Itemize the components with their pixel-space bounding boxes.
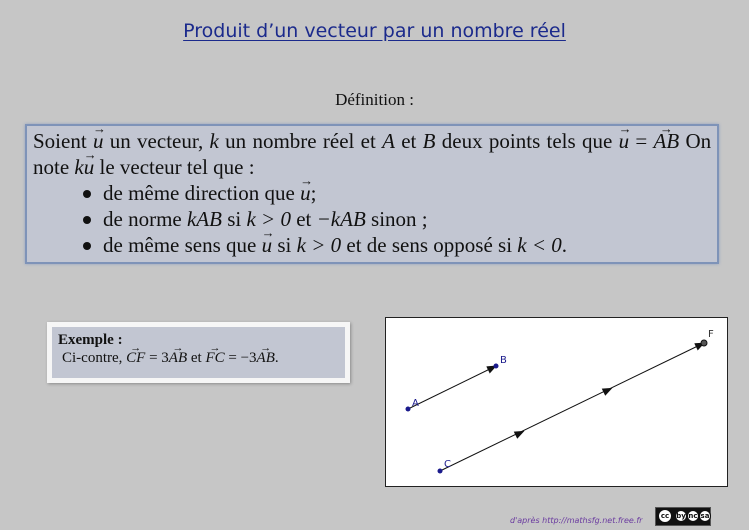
definition-item-direction: de même direction que → u; bbox=[103, 180, 711, 206]
definition-intro: Soient → u un vecteur, k un nombre réel et A et B deux points tels que → u = → AB On note k→ u le vecteur tel que : bbox=[33, 128, 711, 180]
label-a: A bbox=[412, 398, 419, 409]
credit-text: d'après http://mathsfg.net.free.fr bbox=[510, 516, 643, 525]
point-c-marker bbox=[438, 469, 443, 474]
cc-icon: cc bbox=[658, 509, 672, 523]
vector-cf-line bbox=[440, 343, 704, 471]
sa-icon: sa bbox=[700, 512, 710, 520]
label-c: C bbox=[444, 459, 451, 470]
scalar-k: k bbox=[209, 129, 219, 153]
point-b-marker bbox=[494, 364, 499, 369]
vector-ab: → AB bbox=[257, 349, 275, 367]
vector-figure bbox=[385, 317, 728, 487]
definition-heading: Définition : bbox=[335, 90, 414, 109]
definition-list bbox=[33, 180, 711, 258]
label-b: B bbox=[500, 355, 507, 366]
point-a-marker bbox=[406, 407, 411, 412]
vector-ab: → AB bbox=[169, 349, 187, 367]
vector-diagram bbox=[386, 318, 729, 488]
example-title: Exemple : bbox=[58, 332, 123, 348]
label-f: F bbox=[708, 329, 714, 340]
definition-item-norm: de norme kAB si k > 0 et −kAB sinon ; bbox=[103, 206, 711, 232]
example-box bbox=[47, 322, 350, 383]
vector-ku: → u bbox=[84, 154, 95, 180]
vector-u: → u bbox=[619, 128, 630, 154]
point-b: B bbox=[422, 129, 436, 153]
vector-cf: → CF bbox=[126, 349, 145, 367]
example-body: Ci-contre, → CF = 3→ AB et → FC = −3→ AB. bbox=[58, 349, 339, 367]
vector-ab-line bbox=[408, 366, 496, 409]
point-a: A bbox=[382, 129, 395, 153]
by-icon: by bbox=[676, 512, 686, 520]
vector-u: → u bbox=[93, 128, 104, 154]
definition-box bbox=[25, 124, 719, 264]
page-title: Produit d’un vecteur par un nombre réel bbox=[183, 20, 566, 42]
vector-cf-mid-arrow-1 bbox=[514, 427, 526, 439]
nc-icon: nc bbox=[688, 512, 698, 520]
definition-item-sense: de même sens que → u si k > 0 et de sens opposé si k < 0. bbox=[103, 232, 711, 258]
vector-fc: → FC bbox=[205, 349, 224, 367]
point-f-marker bbox=[701, 340, 707, 346]
vector-cf-mid-arrow-2 bbox=[602, 384, 614, 396]
cc-license-icon[interactable] bbox=[655, 507, 711, 526]
vector-ab: → AB bbox=[654, 128, 680, 154]
